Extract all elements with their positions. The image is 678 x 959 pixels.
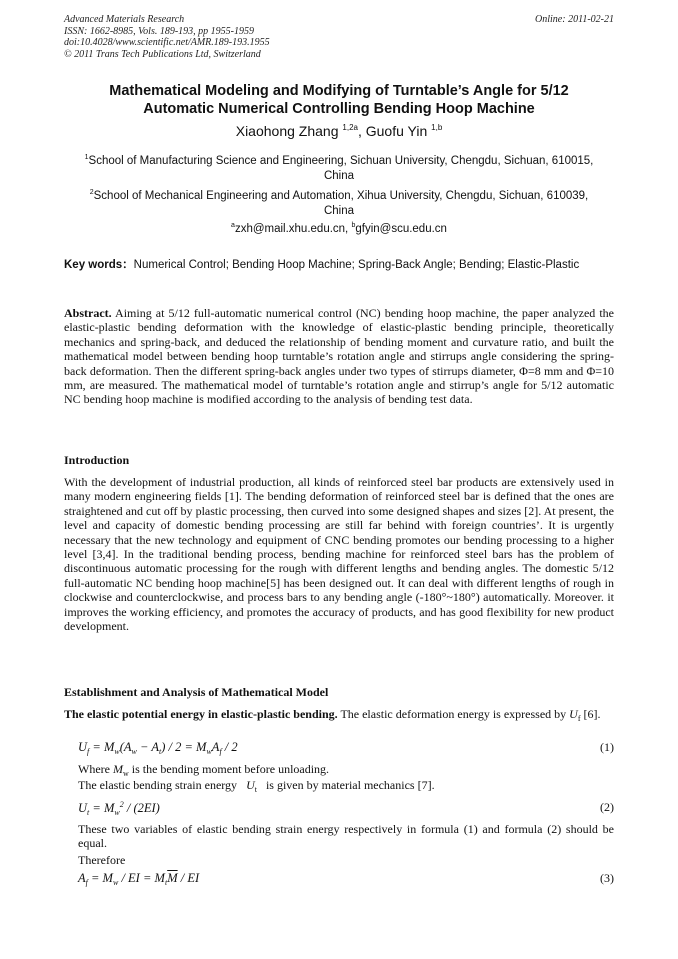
var-uf-sub: f (577, 714, 581, 723)
where-line (64, 762, 628, 778)
affiliation-1-text: School of Manufacturing Science and Engineering, Sichuan University, Chengdu, Sichuan, 610015, (88, 155, 594, 167)
affiliation-2-text: School of Mechanical Engineering and Automation, Xihua University, Chengdu, Sichuan, 610039, (93, 190, 589, 202)
equation-3-number: (3) (600, 871, 614, 885)
affiliation-1-country: China (323, 170, 355, 182)
journal-header (64, 14, 270, 60)
title-line-2: Automatic Numerical Controlling Bending Hoop Machine (143, 101, 535, 117)
keywords-text: Numerical Control; Bending Hoop Machine; Spring-Back Angle; Bending; Elastic-Plastic (133, 259, 580, 271)
section-2-lead-rest: The elastic deformation energy is expressed by (337, 707, 570, 721)
copyright-line: © 2011 Trans Tech Publications Ltd, Switzerland (64, 48, 261, 60)
journal-name: Advanced Materials Research (64, 14, 185, 25)
equality-statement: These two variables of elastic bending strain energy respectively in formula (1) and formula (2) should be equal. (78, 822, 614, 851)
equation-2: $U_t = M_w^2 / (2EI)$ (78, 800, 160, 817)
affiliation-2-sup: 2 (89, 189, 94, 196)
strain-line-rest: is given by material mechanics [7]. (265, 778, 435, 792)
author-separator: , (357, 123, 366, 139)
strain-line-text: The elastic bending strain energy (78, 778, 238, 792)
equation-1-number: (1) (600, 740, 614, 754)
author-2-affil: 1,b (431, 123, 443, 132)
var-ut-sub: t (254, 785, 257, 794)
keywords (64, 258, 614, 273)
author-1: Xiaohong Zhang (235, 123, 339, 139)
strain-energy-line (64, 778, 628, 794)
therefore-label: Therefore (78, 853, 126, 867)
equation-1: $U_f = M_w(A_w - A_t) / 2 = M_wA_f / 2$ (78, 740, 238, 756)
section-2-ref: [6]. (580, 707, 601, 721)
email-b[interactable]: gfyin@scu.edu.cn (355, 223, 447, 235)
intro-text: With the development of industrial production, all kinds of reinforced steel bar products are extensively used in many modern engineering fields [1]. The bending deformation of reinforced steel bar is defined that the ones are straightened and cut off by plastic processing, then curved into some designed shapes and sizes [2]. At present, the level and capacity of domestic bending processing are still far behind with foreign countries’. It is urgently necessary that the new technology and equipment of CNC bending promotes our bending processing to a higher level [3,4]. In the traditional bending process, bending machine for reinforced steel bars has the problem of discontinuous automatic processing for the rough with different lengths and bending angles. The domestic 5/12 full-automatic NC bending hoop machine[5] has been designed out. It can deal with different lengths of rough in clockwise and counterclockwise, and process bars to any bending angle (-180°~180°) automatically. Moreover. it improves the working efficiency, and promotes the accuracy of products, and has good flexibility for new product development. (64, 475, 614, 634)
keywords-label: Key words： (64, 259, 134, 271)
abstract-label: Abstract. (64, 306, 112, 320)
abstract-text: Aiming at 5/12 full-automatic numerical control (NC) bending hoop machine, the paper analyzed the elastic-plastic bending deformation with the knowledge of elastic-plastic bending principle, theoretically mechanics and spring-back, and deduced the relationship of bending moment and curvature ratio, and built the mathematical model between bending hoop turntable’s rotation angle and stirrups angle considering the spring-back deformation. Then the different spring-back angles under two types of stirrups diameter, Φ=8 mm and Φ=10 mm, are measured. The mathematical model of turntable’s rotation angle and stirrup’s angle for 5/12 automatic NC bending hoop machine is modified according to the analysis of bending test data. (64, 306, 614, 407)
affiliation-2 (64, 185, 614, 219)
abstract (64, 306, 614, 407)
var-ut: U (246, 778, 255, 792)
title-line-1: Mathematical Modeling and Modifying of Turntable’s Angle for 5/12 (109, 83, 569, 99)
affiliation-2-country: China (323, 205, 355, 217)
section-2-lead: The elastic potential energy in elastic-plastic bending. (64, 707, 338, 721)
where-rest: is the bending moment before unloading. (128, 762, 330, 776)
var-mw: M (112, 762, 123, 776)
email-b-sup: b (351, 222, 356, 229)
doi-line: doi:10.4028/www.scientific.net/AMR.189-193.1955 (64, 37, 270, 48)
where-label: Where (78, 762, 113, 776)
section-2-lead-paragraph (64, 707, 614, 726)
section-2-heading: Establishment and Analysis of Mathematical Model (64, 685, 329, 699)
author-emails (64, 222, 614, 235)
author-list (64, 123, 614, 139)
intro-heading: Introduction (64, 453, 130, 467)
email-a-sup: a (231, 222, 235, 229)
email-a[interactable]: zxh@mail.xhu.edu.cn, (234, 223, 352, 235)
var-mw-sub: w (122, 769, 129, 778)
var-uf: U (569, 707, 578, 721)
paper-title (64, 82, 614, 118)
equation-3: $A_f = M_w$ / EI = $M_t\overline{M}$ / EI (78, 871, 200, 887)
equation-2-number: (2) (600, 800, 614, 814)
issn-line: ISSN: 1662-8985, Vols. 189-193, pp 1955-1959 (64, 25, 254, 37)
author-1-affil: 1,2a (342, 123, 358, 132)
author-2: Guofu Yin (365, 123, 428, 139)
affiliation-1 (64, 150, 614, 184)
affiliation-1-sup: 1 (84, 154, 89, 161)
online-date: Online: 2011-02-21 (535, 14, 614, 25)
